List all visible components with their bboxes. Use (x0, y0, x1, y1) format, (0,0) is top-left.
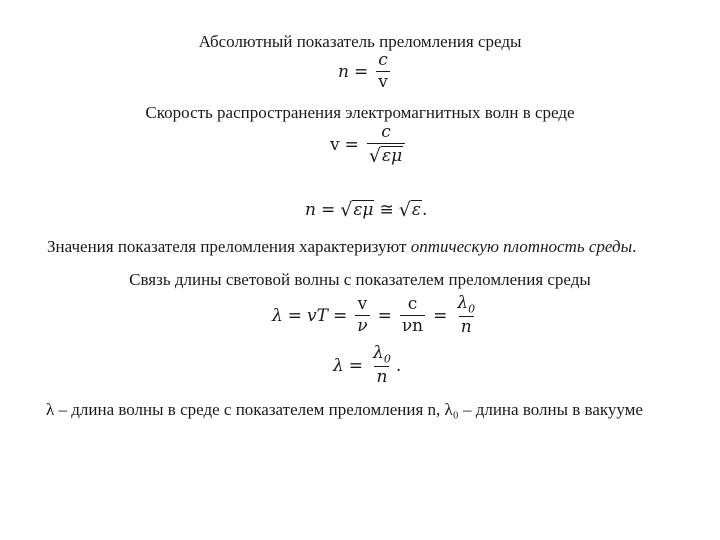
eq3-lhs: n (305, 200, 316, 220)
eq3-sqrt-1 (340, 200, 374, 220)
eq3-radicand-2: ε (411, 200, 421, 221)
equation-wave-speed (330, 124, 408, 166)
eq1-denominator: v (378, 71, 388, 92)
eq3-equals: = (320, 200, 336, 220)
eq3-radical-sign-2: √ (398, 198, 411, 221)
eq4-f3-subscript: 0 (468, 302, 476, 316)
eq4-f1-numerator: v (357, 294, 368, 315)
eq4-equals-4: = (433, 305, 448, 326)
eq4-lhs: λ (272, 305, 283, 326)
optical-density-text (47, 237, 636, 257)
eq4-equals-2: = (332, 305, 348, 326)
eq5-period: . (395, 355, 402, 376)
eq4-equals-3: = (377, 305, 392, 326)
definition-line: λ – длина волны в среде с показателем преломления n, λ₀ – длина волны в вакууме (46, 400, 643, 419)
heading-absolute-index: Абсолютный показатель преломления среды (198, 32, 522, 51)
eq4-f3-denominator: n (460, 316, 472, 337)
eq5-lambda: λ (373, 343, 384, 363)
eq4-fraction-2 (400, 296, 425, 336)
eq4-fraction-3 (455, 295, 477, 337)
heading-wavelength-relation: Связь длины световой волны с показателем преломления среды (129, 270, 591, 289)
eq4-vt: vT (307, 305, 328, 326)
eq4-f2-denominator: νn (401, 315, 424, 336)
eq4-f3-numerator (455, 295, 477, 316)
eq4-fraction-1 (355, 296, 369, 336)
eq4-f1-denominator: ν (357, 315, 368, 336)
eq2-radicand: εμ (381, 145, 403, 166)
eq4-f3-lambda: λ (457, 293, 469, 313)
optical-density-italic: оптическую плотность среды (410, 237, 633, 256)
equation-index-permittivity (305, 200, 427, 220)
heading-wave-speed: Скорость распространения электромагнитных волн в среде (145, 103, 575, 122)
eq5-numerator (371, 345, 393, 366)
eq2-fraction (367, 124, 405, 166)
eq1-equals: = (353, 61, 369, 82)
eq5-denominator: n (376, 366, 388, 387)
eq1-numerator: c (378, 50, 388, 70)
eq5-fraction (371, 345, 393, 387)
eq3-sqrt-2 (399, 200, 422, 220)
eq2-radical-sign: √ (368, 144, 381, 167)
equation-refractive-index (338, 52, 393, 92)
eq3-period: . (421, 200, 428, 220)
eq2-numerator: c (381, 122, 391, 142)
eq3-radical-sign-1: √ (340, 198, 353, 221)
optical-density-suffix: . (632, 237, 637, 256)
equation-wavelength-medium (333, 345, 401, 387)
eq2-lhs: v (330, 135, 340, 156)
eq1-fraction (376, 52, 390, 92)
eq2-sqrt (369, 146, 403, 166)
equation-wavelength-chain (272, 295, 480, 337)
eq4-f2-numerator: c (407, 294, 418, 315)
optical-density-prefix: Значения показателя преломления характеризуют (47, 237, 411, 256)
eq2-denominator (367, 143, 405, 167)
eq5-subscript: 0 (383, 352, 391, 366)
eq4-equals-1: = (287, 305, 303, 326)
eq2-equals: = (344, 135, 359, 156)
eq5-equals: = (348, 355, 364, 376)
eq5-lhs: λ (333, 355, 344, 376)
eq1-lhs: n (338, 61, 349, 82)
eq3-radicand-1: εμ (353, 200, 374, 221)
eq3-approx: ≅ (379, 200, 394, 220)
